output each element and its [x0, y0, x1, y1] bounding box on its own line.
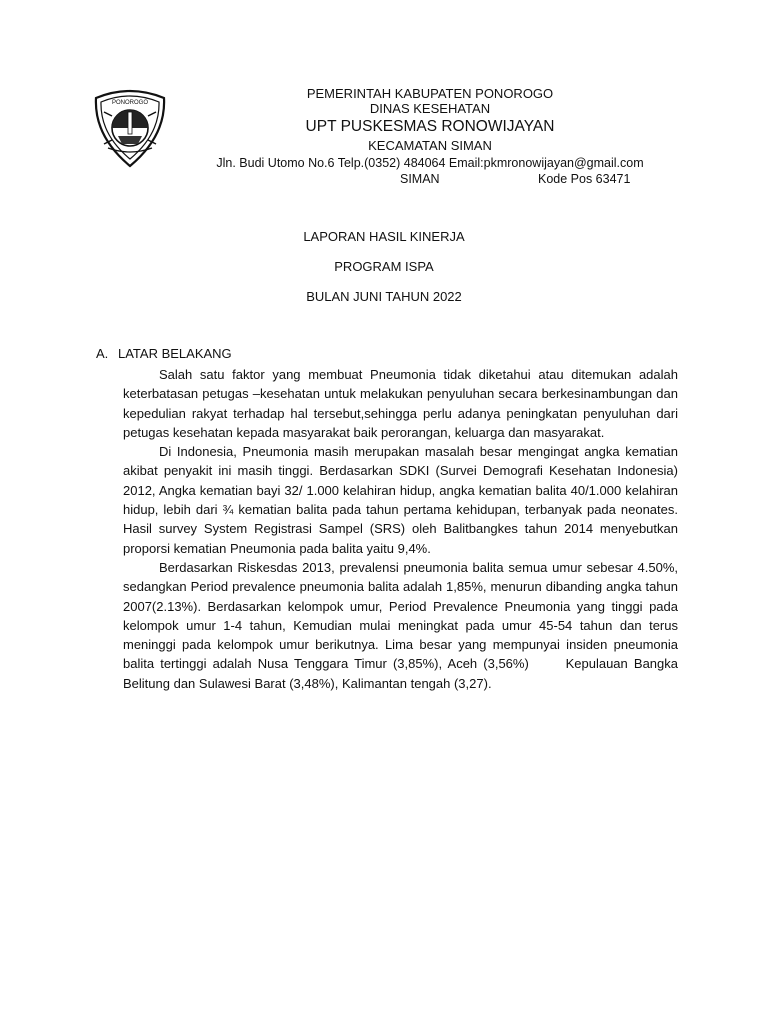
- program-title: PROGRAM ISPA: [334, 259, 434, 274]
- paragraph: Di Indonesia, Pneumonia masih merupakan masalah besar mengingat angka kematian akibat penyakit ini masih tinggi. Berdasarkan SDKI (Survei Demografi Kesehatan Indonesia) 2012, Angka kematian bayi 32/ 1.000 kelahiran hidup, angka kematian balita 40/1.000 kelahiran hidup, lebih dari ¾ kematian balita pada tahun pertama kehidupan, terbanyak pada neonates. Hasil survey System Registrasi Sampel (SRS) oleh Balitbangkes tahun 2014 menyebutkan proporsi kematian Pneumonia pada balita yaitu 9,4%.: [123, 444, 678, 556]
- letterhead: [180, 86, 680, 188]
- section-number: A.: [96, 346, 109, 361]
- section-body: [123, 365, 682, 693]
- section-title: LATAR BELAKANG: [118, 346, 232, 361]
- ponorogo-regency-emblem: [90, 86, 170, 168]
- paragraph: Salah satu faktor yang membuat Pneumonia tidak diketahui atau ditemukan adalah keterbatasan petugas –kesehatan untuk melakukan penyuluhan secara berkesinambungan dan kepedulian rakyat terhadap hal tersebut,sehingga perlu adanya peningkatan penyuluhan dari petugas kesehatan kepada masyarakat baik perorangan, keluarga dan masyarakat.: [123, 367, 678, 440]
- report-title: LAPORAN HASIL KINERJA: [303, 229, 465, 244]
- emblem-lettering: PONOROGO: [111, 100, 149, 106]
- report-titles: [0, 229, 768, 319]
- city: SIMAN: [400, 172, 440, 186]
- paragraph: Berdasarkan Riskesdas 2013, prevalensi pneumonia balita semua umur sebesar 4.50%, sedangkan Period prevalence pneumonia balita adalah 1,85%, menurun dibanding angka tahun 2007(2.13%). Berdasarkan kelompok umur, Period Prevalence Pneumonia yang tinggi pada kelompok umur 1-4 tahun, Kemudian mulai meningkat pada umur 45-54 tahun dan terus meninggi pada kelompok umur berikutnya. Lima besar yang mempunyai insiden pneumonia balita tertinggi adalah Nusa Tenggara Timur (3,85%), Aceh (3,56%) Kepulauan Bangka Belitung dan Sulawesi Barat (3,48%), Kalimantan tengah (3,27).: [123, 559, 682, 691]
- institution-name: UPT PUSKESMAS RONOWIJAYAN: [305, 118, 555, 135]
- section-heading: [96, 346, 232, 362]
- government-name: PEMERINTAH KABUPATEN PONOROGO: [306, 86, 554, 101]
- city-postal-row: [180, 171, 680, 188]
- postal-code: Kode Pos 63471: [538, 172, 631, 186]
- address-line: Jln. Budi Utomo No.6 Telp.(0352) 484064 Email:pkmronowijayan@gmail.com: [216, 156, 644, 170]
- period-title: BULAN JUNI TAHUN 2022: [306, 289, 462, 304]
- district-name: KECAMATAN SIMAN: [368, 138, 492, 153]
- department-name: DINAS KESEHATAN: [369, 101, 491, 116]
